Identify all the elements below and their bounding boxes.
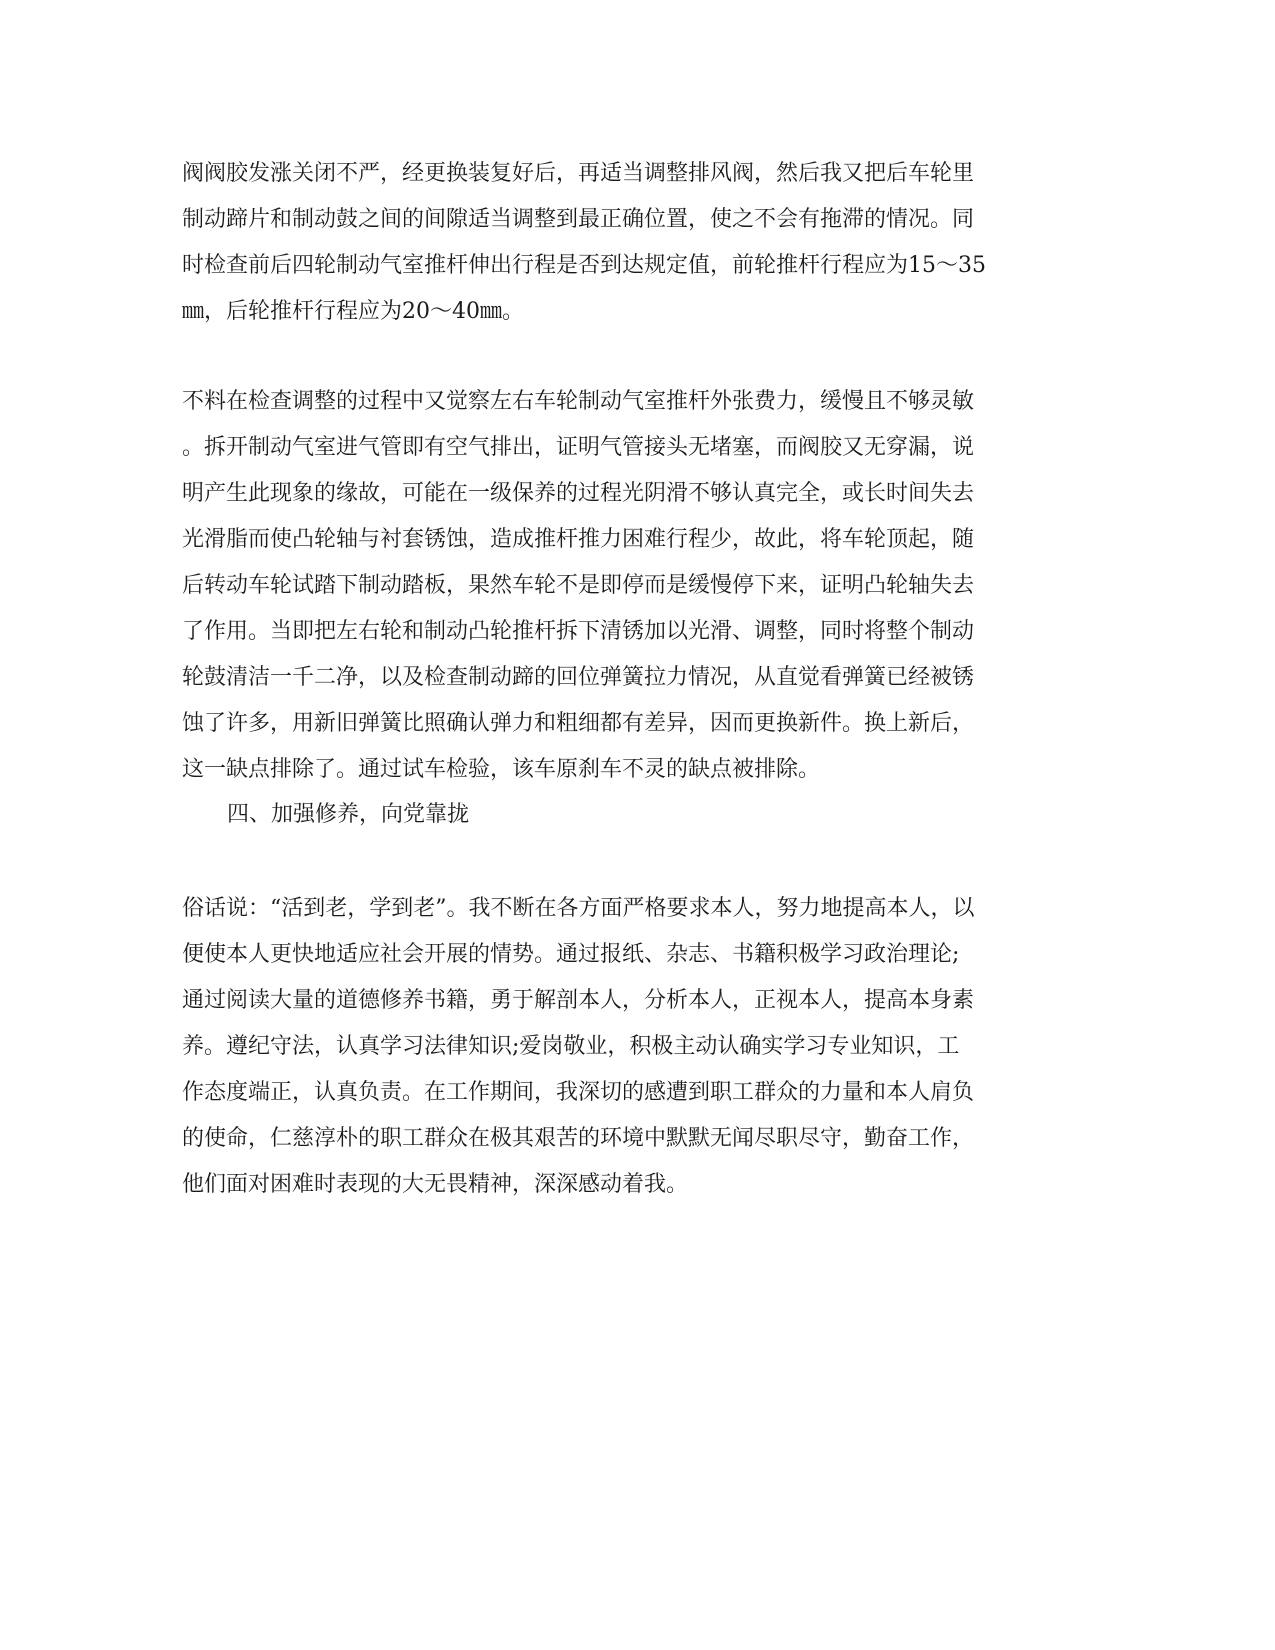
text-line: 明产生此现象的缘故，可能在一级保养的过程光阴滑不够认真完全，或长时间失去 bbox=[182, 481, 975, 506]
text-line: 光滑脂而使凸轮轴与衬套锈蚀，造成推杆推力困难行程少，故此，将车轮顶起，随 bbox=[182, 527, 975, 552]
text-line: 阀阀胶发涨关闭不严，经更换装复好后，再适当调整排风阀，然后我又把后车轮里 bbox=[182, 161, 975, 186]
text-line: 通过阅读大量的道德修养书籍，勇于解剖本人，分析本人，正视本人，提高本身素 bbox=[182, 988, 975, 1013]
text-line: 时检查前后四轮制动气室推杆伸出行程是否到达规定值，前轮推杆行程应为15～35 bbox=[182, 253, 986, 278]
text-line: 俗话说：“活到老，学到老”。我不断在各方面严格要求本人，努力地提高本人，以 bbox=[182, 896, 975, 921]
text-line: ㎜，后轮推杆行程应为20～40㎜。 bbox=[182, 299, 524, 324]
text-line: 蚀了许多，用新旧弹簧比照确认弹力和粗细都有差异，因而更换新件。换上新后， bbox=[182, 711, 975, 736]
paragraph-brake-adjustment bbox=[182, 151, 1082, 335]
text-line: 他们面对困难时表现的大无畏精神，深深感动着我。 bbox=[182, 1172, 689, 1197]
text-line: 后转动车轮试踏下制动踏板，果然车轮不是即停而是缓慢停下来，证明凸轮轴失去 bbox=[182, 573, 975, 598]
text-line: 轮鼓清洁一千二净，以及检查制动蹄的回位弹簧拉力情况，从直觉看弹簧已经被锈 bbox=[182, 665, 975, 690]
text-line: 制动蹄片和制动鼓之间的间隙适当调整到最正确位置，使之不会有拖滞的情况。同 bbox=[182, 207, 975, 232]
text-line: 作态度端正，认真负责。在工作期间，我深切的感遭到职工群众的力量和本人肩负 bbox=[182, 1080, 975, 1105]
paragraph-brake-repair bbox=[182, 379, 1082, 793]
text-line: 养。遵纪守法，认真学习法律知识;爱岗敬业，积极主动认确实学习专业知识，工 bbox=[182, 1034, 960, 1059]
paragraph-self-improvement bbox=[182, 886, 1082, 1208]
section-heading-text: 四、加强修养，向党靠拢 bbox=[227, 802, 470, 827]
text-line: 。拆开制动气室进气管即有空气排出，证明气管接头无堵塞，而阀胶又无穿漏，说 bbox=[182, 435, 975, 460]
text-line: 了作用。当即把左右轮和制动凸轮推杆拆下清锈加以光滑、调整，同时将整个制动 bbox=[182, 619, 975, 644]
text-line: 不料在检查调整的过程中又觉察左右车轮制动气室推杆外张费力，缓慢且不够灵敏 bbox=[182, 389, 975, 414]
text-line: 的使命，仁慈淳朴的职工群众在极其艰苦的环境中默默无闻尽职尽守，勤奋工作， bbox=[182, 1126, 975, 1151]
text-line: 便使本人更快地适应社会开展的情势。通过报纸、杂志、书籍积极学习政治理论; bbox=[182, 942, 960, 967]
text-line: 这一缺点排除了。通过试车检验，该车原刹车不灵的缺点被排除。 bbox=[182, 757, 821, 782]
section-heading bbox=[182, 792, 1082, 838]
